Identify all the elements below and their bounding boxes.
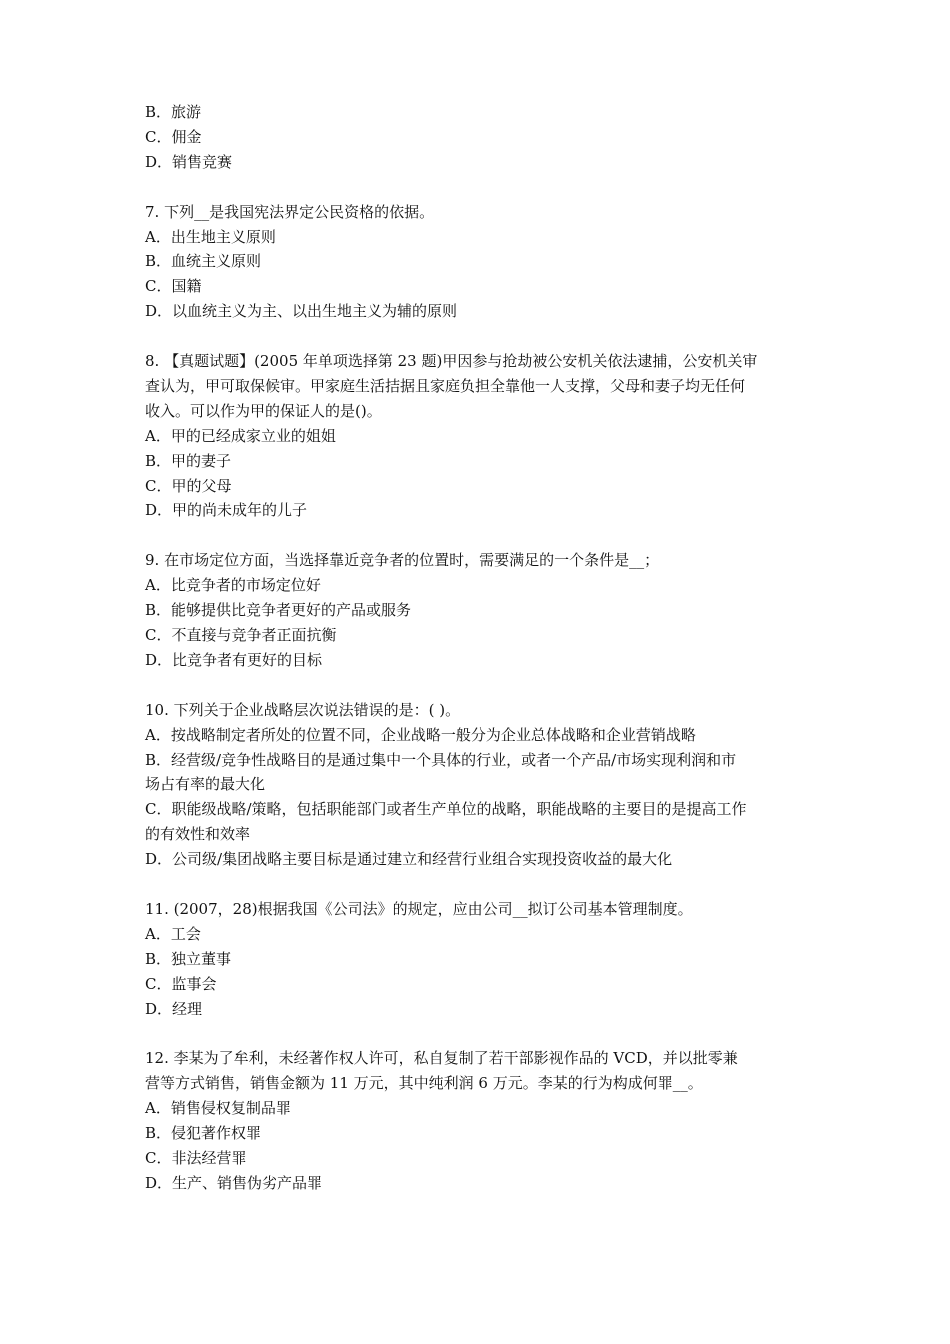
- answer-option: A．销售侵权复制品罪: [145, 1099, 291, 1118]
- question-stem-line: 收入。可以作为甲的保证人的是()。: [145, 401, 382, 420]
- answer-option: C．佣金: [145, 127, 202, 146]
- question-stem-line: 8. 【真题试题】(2005 年单项选择第 23 题)甲因参与抢劫被公安机关依法逮捕，公安机关审: [145, 352, 758, 371]
- answer-option: D．经理: [145, 999, 203, 1018]
- question-stem-line: 9. 在市场定位方面，当选择靠近竞争者的位置时，需要满足的一个条件是__；: [145, 551, 660, 570]
- answer-option: A．比竞争者的市场定位好: [145, 576, 321, 595]
- answer-option: B．甲的妻子: [145, 451, 232, 470]
- question-block: [145, 349, 813, 523]
- answer-option: B．侵犯著作权罪: [145, 1124, 262, 1143]
- answer-option: D．甲的尚未成年的儿子: [145, 501, 308, 520]
- answer-option: C．甲的父母: [145, 476, 232, 495]
- answer-option: A．按战略制定者所处的位置不同，企业战略一般分为企业总体战略和企业营销战略: [145, 725, 696, 744]
- question-block: [145, 548, 813, 673]
- question-stem-line: 12. 李某为了牟利，未经著作权人许可，私自复制了若干部影视作品的 VCD，并以批零兼: [145, 1049, 738, 1068]
- question-stem-line: 11. (2007，28)根据我国《公司法》的规定，应由公司__拟订公司基本管理制度。: [145, 899, 693, 918]
- answer-option: C．职能级战略/策略，包括职能部门或者生产单位的战略，职能战略的主要目的是提高工作 的有效性和效率: [145, 800, 747, 844]
- answer-option: B．独立董事: [145, 949, 232, 968]
- answer-option: C．监事会: [145, 974, 217, 993]
- answer-option: D．以血统主义为主、以出生地主义为辅的原则: [145, 302, 458, 321]
- question-stem-line: 7. 下列__是我国宪法界定公民资格的依据。: [145, 202, 435, 221]
- answer-option: D．销售竞赛: [145, 152, 233, 171]
- answer-option: D．生产、销售伪劣产品罪: [145, 1173, 323, 1192]
- question-block: [145, 698, 813, 872]
- question-block: [145, 897, 813, 1022]
- question-stem-line: 10. 下列关于企业战略层次说法错误的是：( )。: [145, 700, 461, 719]
- question-stem-line: 查认为，甲可取保候审。甲家庭生活拮据且家庭负担全靠他一人支撑，父母和妻子均无任何: [145, 376, 746, 395]
- answer-option: B．能够提供比竞争者更好的产品或服务: [145, 601, 412, 620]
- answer-option: C．国籍: [145, 277, 202, 296]
- answer-option: B．经营级/竞争性战略目的是通过集中一个具体的行业，或者一个产品/市场实现利润和市 场占有率的最大化: [145, 750, 737, 794]
- question-block: [145, 100, 813, 175]
- question-block: [145, 200, 813, 325]
- answer-option: A．工会: [145, 924, 201, 943]
- question-stem-line: 营等方式销售，销售金额为 11 万元，其中纯利润 6 万元。李某的行为构成何罪__。: [145, 1074, 703, 1093]
- document-page: [145, 100, 813, 1221]
- answer-option: C．不直接与竞争者正面抗衡: [145, 625, 337, 644]
- answer-option: D．比竞争者有更好的目标: [145, 650, 323, 669]
- answer-option: B．血统主义原则: [145, 252, 262, 271]
- question-block: [145, 1046, 813, 1195]
- answer-option: A．出生地主义原则: [145, 227, 276, 246]
- answer-option: A．甲的已经成家立业的姐姐: [145, 426, 336, 445]
- answer-option: C．非法经营罪: [145, 1148, 247, 1167]
- answer-option: D．公司级/集团战略主要目标是通过建立和经营行业组合实现投资收益的最大化: [145, 850, 673, 869]
- answer-option: B．旅游: [145, 103, 202, 121]
